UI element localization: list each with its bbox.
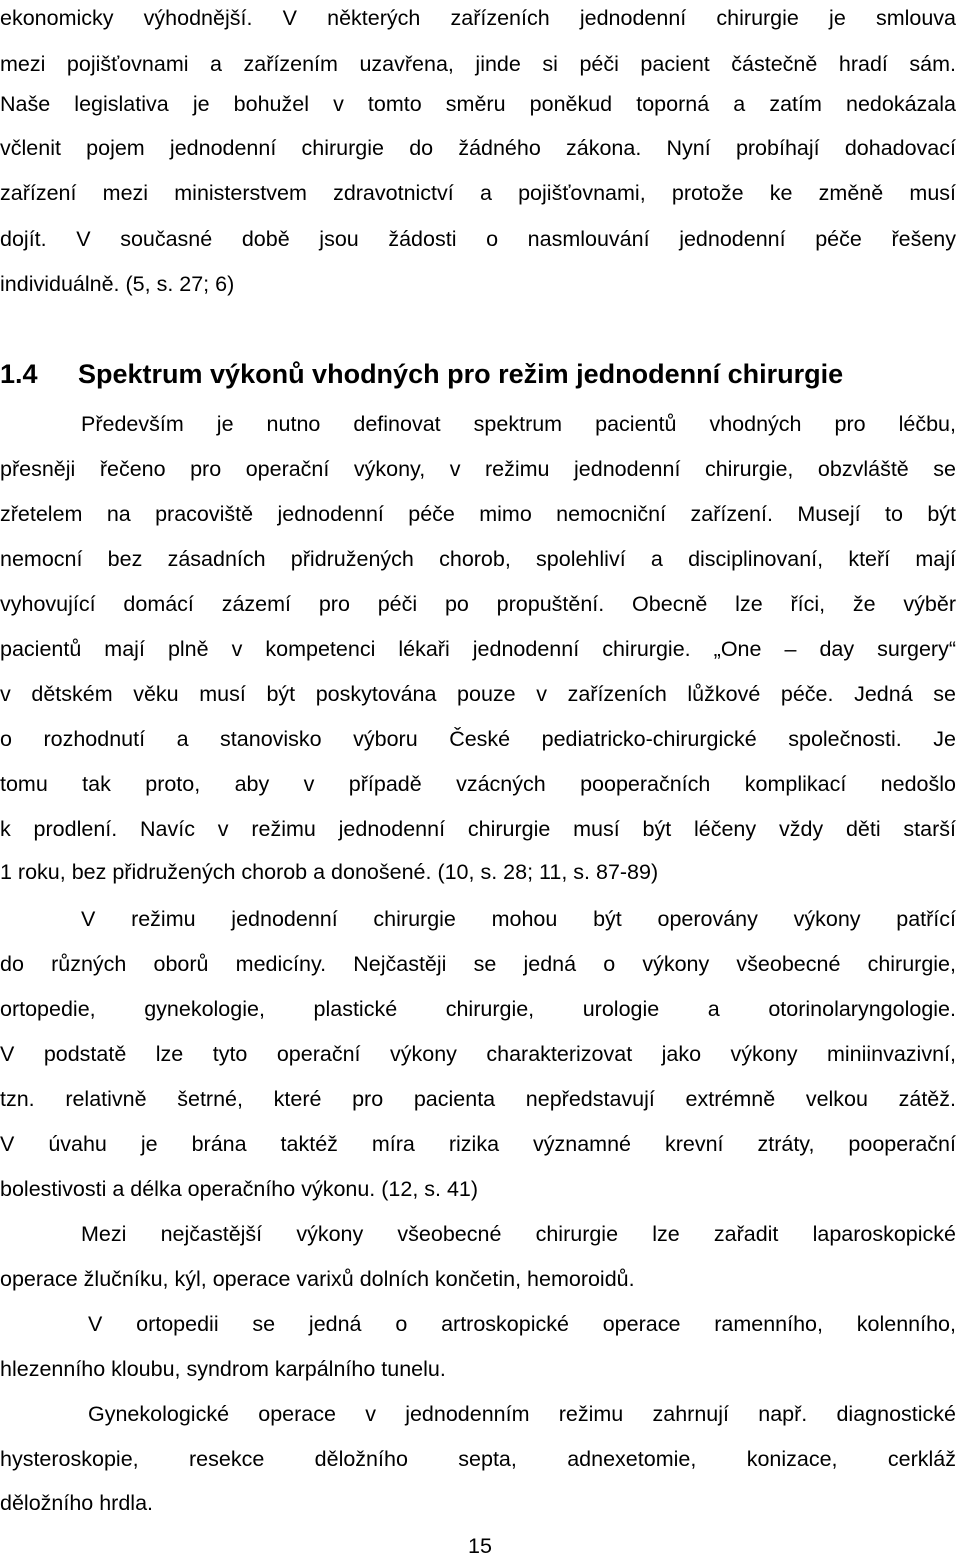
text-line: hlezenního kloubu, syndrom karpálního tunelu. [0, 1357, 446, 1381]
text-line: V podstatě lze tyto operační výkony charakterizovat jako výkony miniinvazivní, [0, 1042, 956, 1066]
section-number: 1.4 [0, 359, 38, 389]
text-line: ortopedie, gynekologie, plastické chirurgie, urologie a otorinolaryngologie. [0, 997, 956, 1021]
text-line: k prodlení. Navíc v režimu jednodenní chirurgie musí být léčeny vždy děti starší [0, 817, 956, 841]
text-line: V úvahu je brána taktéž míra rizika významné krevní ztráty, pooperační [0, 1132, 956, 1156]
text-line: Gynekologické operace v jednodenním režimu zahrnují např. diagnostické [88, 1402, 956, 1426]
text-line: Především je nutno definovat spektrum pacientů vhodných pro léčbu, [81, 412, 956, 436]
text-line: ekonomicky výhodnější. V některých zařízeních jednodenní chirurgie je smlouva [0, 6, 956, 30]
text-line: v dětském věku musí být poskytována pouze v zařízeních lůžkové péče. Jedná se [0, 682, 956, 706]
section-heading [0, 356, 843, 392]
text-line: Mezi nejčastější výkony všeobecné chirurgie lze zařadit laparoskopické [81, 1222, 956, 1246]
text-line: do různých oborů medicíny. Nejčastěji se jedná o výkony všeobecné chirurgie, [0, 952, 956, 976]
text-line: dojít. V současné době jsou žádosti o nasmlouvání jednodenní péče řešeny [0, 227, 956, 251]
text-line: V režimu jednodenní chirurgie mohou být operovány výkony patřící [81, 907, 956, 931]
text-line: zřetelem na pracoviště jednodenní péče mimo nemocniční zařízení. Musejí to být [0, 502, 956, 526]
text-line: V ortopedii se jedná o artroskopické operace ramenního, kolenního, [88, 1312, 956, 1336]
text-line: tomu tak proto, aby v případě vzácných pooperačních komplikací nedošlo [0, 772, 956, 796]
text-line: včlenit pojem jednodenní chirurgie do žádného zákona. Nyní probíhají dohadovací [0, 136, 956, 160]
text-line: o rozhodnutí a stanovisko výboru České pediatricko-chirurgické společnosti. Je [0, 727, 956, 751]
text-line: bolestivosti a délka operačního výkonu. (12, s. 41) [0, 1177, 479, 1201]
text-line: operace žlučníku, kýl, operace varixů dolních končetin, hemoroidů. [0, 1267, 635, 1291]
text-line: nemocní bez zásadních přidružených chorob, spolehliví a disciplinovaní, kteří mají [0, 547, 956, 571]
text-line: hysteroskopie, resekce děložního septa, adnexetomie, konizace, cerkláž [0, 1447, 956, 1471]
text-line: vyhovující domácí zázemí pro péči po propuštění. Obecně lze říci, že výběr [0, 592, 956, 616]
text-line: individuálně. (5, s. 27; 6) [0, 272, 235, 296]
text-line: zařízení mezi ministerstvem zdravotnictví a pojišťovnami, protože ke změně musí [0, 181, 956, 205]
text-line: přesněji řečeno pro operační výkony, v režimu jednodenní chirurgie, obzvláště se [0, 457, 956, 481]
page-number: 15 [468, 1534, 492, 1558]
text-line: mezi pojišťovnami a zařízením uzavřena, jinde si péči pacient částečně hradí sám. [0, 52, 956, 76]
text-line: děložního hrdla. [0, 1491, 153, 1515]
text-line: 1 roku, bez přidružených chorob a donošené. (10, s. 28; 11, s. 87-89) [0, 860, 659, 884]
text-line: Naše legislativa je bohužel v tomto směru poněkud toporná a zatím nedokázala [0, 92, 956, 116]
text-line: pacientů mají plně v kompetenci lékaři jednodenní chirurgie. „One – day surgery“ [0, 637, 956, 661]
section-title: Spektrum výkonů vhodných pro režim jednodenní chirurgie [78, 359, 844, 389]
text-line: tzn. relativně šetrné, které pro pacienta nepředstavují extrémně velkou zátěž. [0, 1087, 956, 1111]
